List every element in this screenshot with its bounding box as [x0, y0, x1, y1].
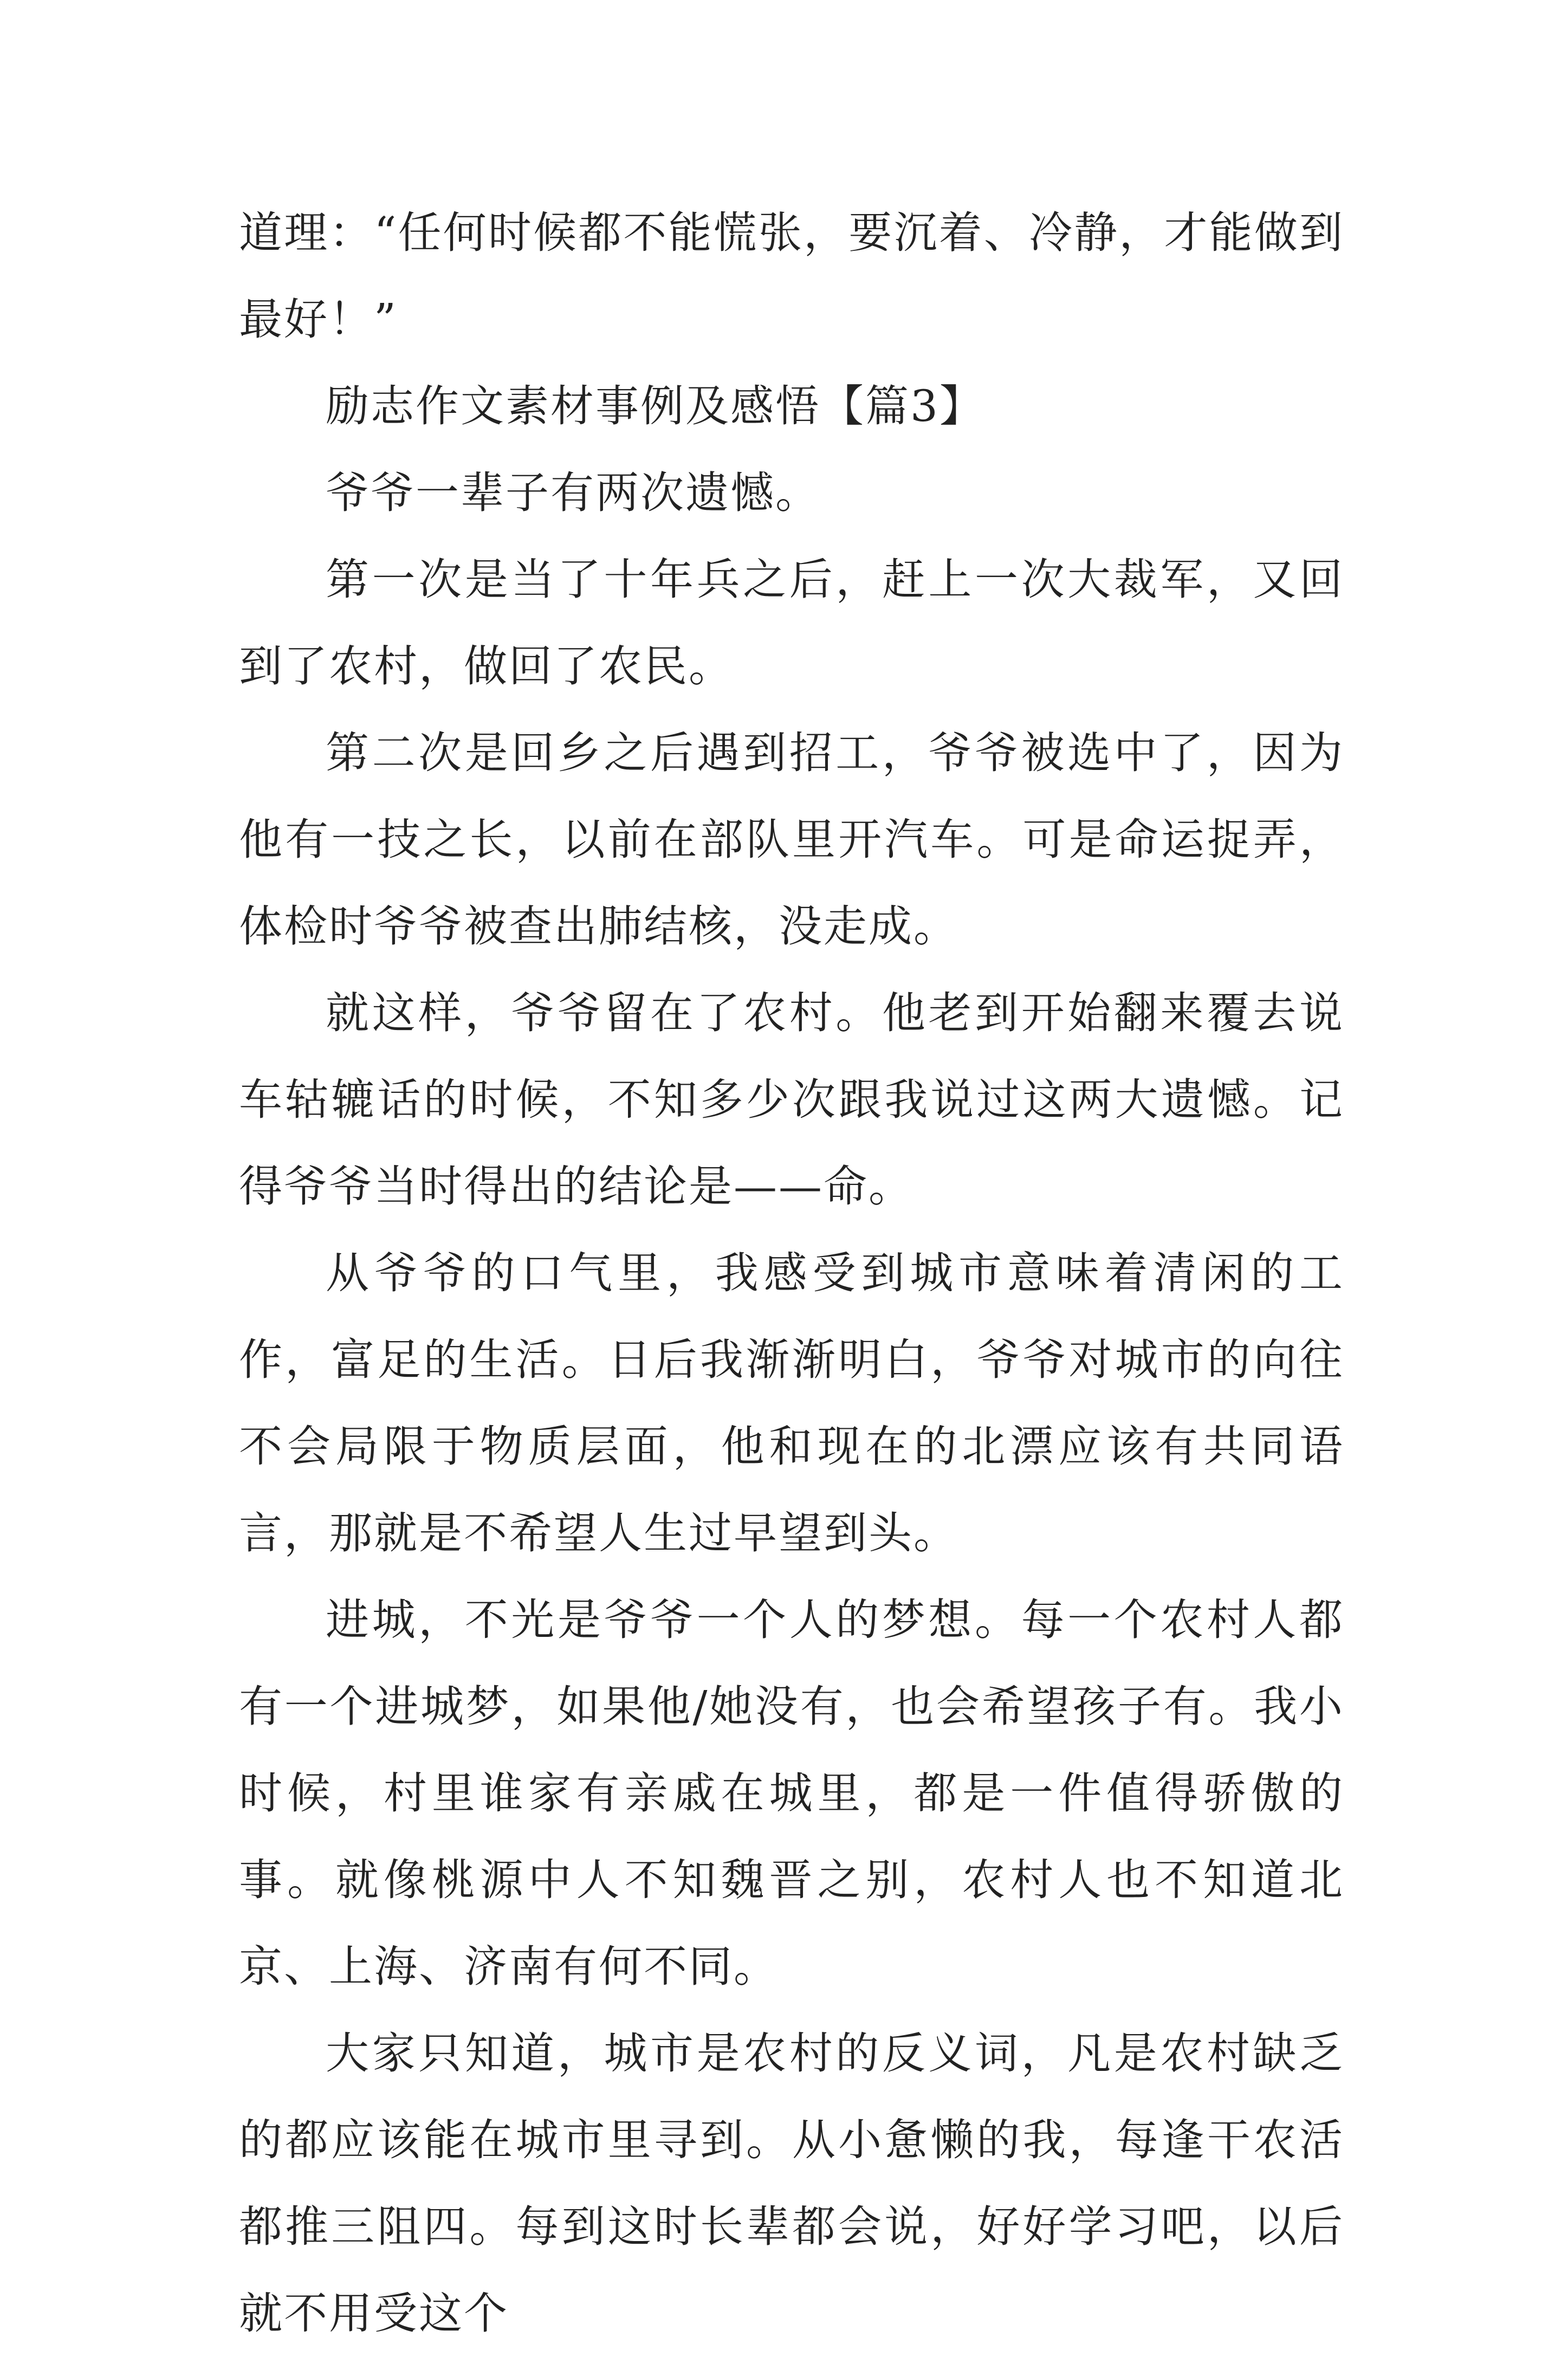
document-body — [239, 190, 1344, 2357]
paragraph: 就这样，爷爷留在了农村。他老到开始翻来覆去说车轱辘话的时候，不知多少次跟我说过这两大遗憾。记得爷爷当时得出的结论是——命。 — [239, 988, 1344, 1212]
paragraph: 第二次是回乡之后遇到招工，爷爷被选中了，因为他有一技之长，以前在部队里开汽车。可是命运捉弄，体检时爷爷被查出肺结核，没走成。 — [239, 728, 1344, 951]
paragraph: 第一次是当了十年兵之后，赶上一次大裁军，又回到了农村，做回了农民。 — [239, 554, 1344, 691]
paragraph: 大家只知道，城市是农村的反义词，凡是农村缺乏的都应该能在城市里寻到。从小惫懒的我，每逢干农活都推三阻四。每到这时长辈都会说，好好学习吧，以后就不用受这个 — [239, 2028, 1344, 2339]
paragraph: 从爷爷的口气里，我感受到城市意味着清闲的工作，富足的生活。日后我渐渐明白，爷爷对城市的向往不会局限于物质层面，他和现在的北漂应该有共同语言，那就是不希望人生过早望到头。 — [239, 1248, 1344, 1558]
paragraph-continuation: 道理：“任何时候都不能慌张，要沉着、冷静，才能做到最好！” — [239, 208, 1344, 345]
paragraph: 爷爷一辈子有两次遗憾。 — [326, 468, 820, 518]
paragraph: 进城，不光是爷爷一个人的梦想。每一个农村人都有一个进城梦，如果他/她没有，也会希望孩子有。我小时候，村里谁家有亲戚在城里，都是一件值得骄傲的事。就像桃源中人不知魏晋之别，农村人也不知道北京、上海、济南有何不同。 — [239, 1595, 1344, 1992]
section-heading: 励志作文素材事例及感悟【篇3】 — [326, 381, 984, 431]
